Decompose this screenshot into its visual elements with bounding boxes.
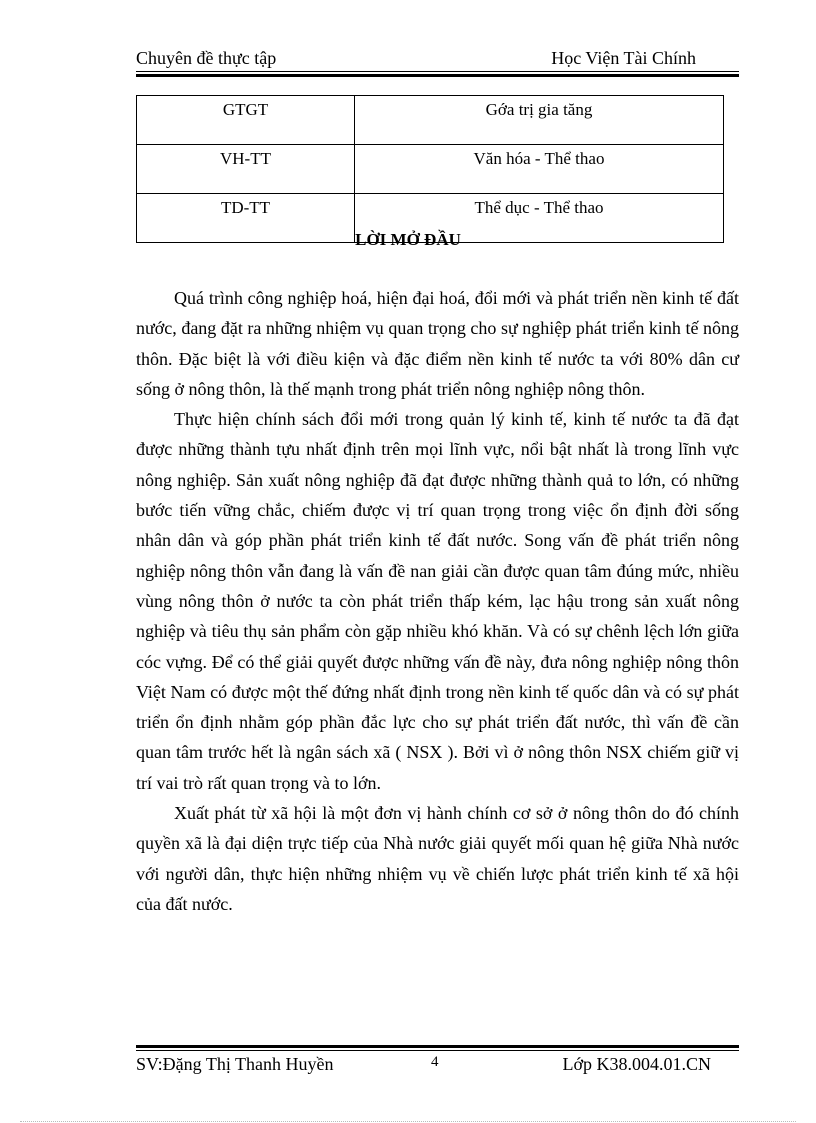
footer-rule-thin <box>136 1050 739 1051</box>
page-number: 4 <box>431 1054 439 1070</box>
meaning-cell: Gớa trị gia tăng <box>355 96 724 145</box>
header-left-text: Chuyên đề thực tập <box>136 48 277 68</box>
paragraph: Quá trình công nghiệp hoá, hiện đại hoá, đổi mới và phát triển nền kinh tế đất nước, đang đặt ra những nhiệm vụ quan trọng cho sự nghiệp phát triển kinh tế nông thôn. Đặc biệt là với điều kiện và đặc điểm nền kinh tế nước ta với 80% dân cư sống ở nông thôn, là thế mạnh trong phát triển nông nghiệp nông thôn. <box>136 288 739 399</box>
abbr-cell: TD-TT <box>137 194 355 243</box>
page-edge-dotted-line <box>20 1121 796 1122</box>
meaning-cell: Văn hóa - Thể thao <box>355 145 724 194</box>
header-right-text: Học Viện Tài Chính <box>551 48 696 68</box>
paragraph: Xuất phát từ xã hội là một đơn vị hành chính cơ sở ở nông thôn do đó chính quyền xã là đại diện trực tiếp của Nhà nước giải quyết mối quan hệ giữa Nhà nước với người dân, thực hiện những nhiệm vụ về chiến lược phát triển kinh tế xã hội của đất nước. <box>136 803 739 914</box>
footer-rule-thick <box>136 1045 739 1048</box>
page-footer <box>136 1054 739 1076</box>
abbr-cell: GTGT <box>137 96 355 145</box>
table-row <box>137 96 724 145</box>
footer-student-name: SV:Đặng Thị Thanh Huyền <box>136 1054 334 1074</box>
body-text <box>136 283 739 919</box>
section-title: LỜI MỞ ĐẦU <box>355 230 461 249</box>
paragraph: Thực hiện chính sách đổi mới trong quản lý kinh tế, kinh tế nước ta đã đạt được những thành tựu nhất định trên mọi lĩnh vực, nổi bật nhất là trong lĩnh vực nông nghiệp. Sản xuất nông nghiệp đã đạt được những thành quả to lớn, có những bước tiến vững chắc, chiếm được vị trí quan trọng trong việc ổn định đời sống nhân dân và góp phần phát triển kinh tế đất nước. Song vấn đề phát triển nông nghiệp nông thôn vẫn đang là vấn đề nan giải cần được quan tâm đúng mức, nhiều vùng nông thôn ở nước ta còn phát triển thấp kém, lạc hậu trong sản xuất nông nghiệp và tiêu thụ sản phẩm còn gặp nhiều khó khăn. Và có sự chênh lệch lớn giữa cóc vựng. Để có thể giải quyết được những vấn đề này, đưa nông nghiệp nông thôn Việt Nam có được một thế đứng nhất định trong nền kinh tế quốc dân và có sự phát triển ổn định nhằm góp phần đắc lực cho sự phát triển đất nước, thì vấn đề cần quan tâm trước hết là ngân sách xã ( NSX ). Bởi vì ở nông thôn NSX chiếm giữ vị trí vai trò rất quan trọng và to lớn. <box>136 409 739 793</box>
page-header <box>136 48 739 70</box>
abbr-cell: VH-TT <box>137 145 355 194</box>
header-rule-thin <box>136 71 739 72</box>
footer-class-code: Lớp K38.004.01.CN <box>562 1054 711 1074</box>
table-row <box>137 145 724 194</box>
meaning-cell: Thể dục - Thể thao <box>355 194 724 243</box>
abbreviation-table <box>136 95 724 243</box>
header-rule-thick <box>136 74 739 77</box>
